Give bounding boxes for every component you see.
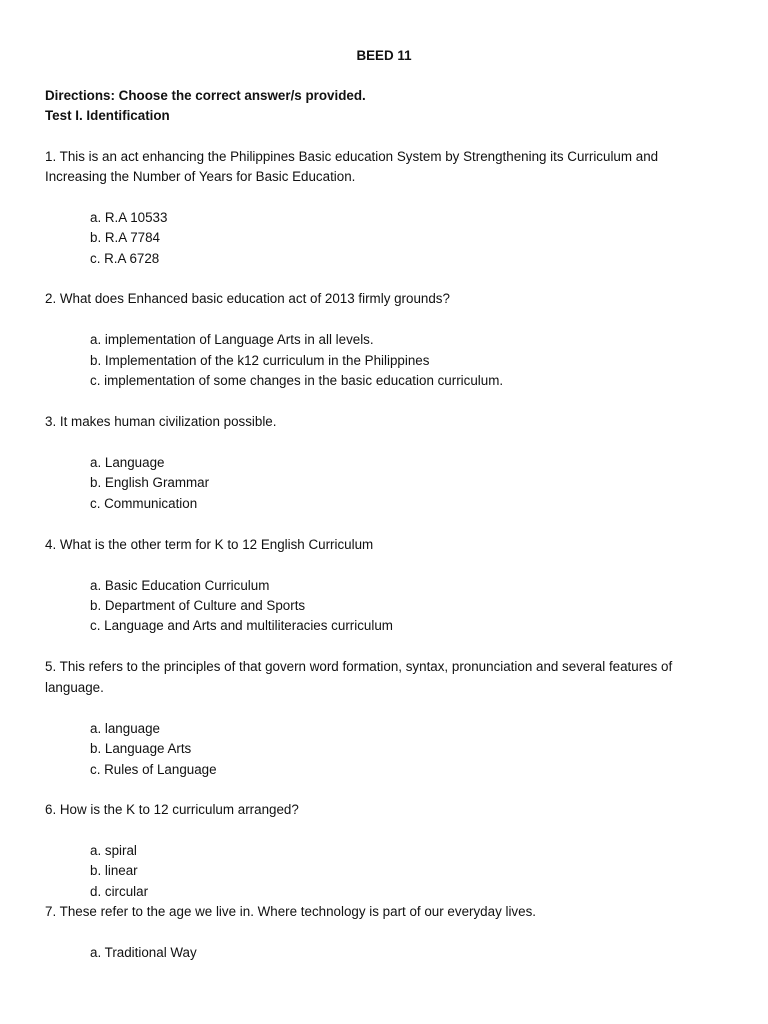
question-4-option-a: a. Basic Education Curriculum xyxy=(90,578,270,593)
question-2-line-1: 2. What does Enhanced basic education act of 2013 firmly grounds? xyxy=(45,291,450,306)
question-6-option-a: a. spiral xyxy=(90,843,137,858)
question-5-line-1: 5. This refers to the principles of that govern word formation, syntax, pronunciation and several features of xyxy=(45,659,673,674)
question-1-option-a: a. R.A 10533 xyxy=(90,210,168,225)
question-3-option-a: a. Language xyxy=(90,455,165,470)
question-2-option-b: b. Implementation of the k12 curriculum in the Philippines xyxy=(90,353,430,368)
question-5-line-2: language. xyxy=(45,680,104,695)
question-3-option-b: b. English Grammar xyxy=(90,475,210,490)
question-1-option-c: c. R.A 6728 xyxy=(90,251,160,266)
question-5-option-b: b. Language Arts xyxy=(90,741,192,756)
question-1-line-1: 1. This is an act enhancing the Philippines Basic education System by Strengthening its Curriculum and xyxy=(45,149,659,164)
question-2-option-c: c. implementation of some changes in the basic education curriculum. xyxy=(90,373,504,388)
question-6-option-b: b. linear xyxy=(90,863,138,878)
document-title: BEED 11 xyxy=(356,48,412,63)
question-1-line-2: Increasing the Number of Years for Basic Education. xyxy=(45,169,356,184)
question-3-line-1: 3. It makes human civilization possible. xyxy=(45,414,277,429)
question-5-option-c: c. Rules of Language xyxy=(90,762,217,777)
question-5-option-a: a. language xyxy=(90,721,160,736)
question-4-option-c: c. Language and Arts and multiliteracies curriculum xyxy=(90,618,393,633)
directions-text: Directions: Choose the correct answer/s provided. xyxy=(45,88,366,103)
question-3-option-c: c. Communication xyxy=(90,496,198,511)
question-4-option-b: b. Department of Culture and Sports xyxy=(90,598,306,613)
question-6-line-1: 6. How is the K to 12 curriculum arranged? xyxy=(45,802,299,817)
question-6-option-d: d. circular xyxy=(90,884,149,899)
test-heading: Test I. Identification xyxy=(45,108,170,123)
question-1-option-b: b. R.A 7784 xyxy=(90,230,160,245)
question-7-option-a: a. Traditional Way xyxy=(90,945,197,960)
question-4-line-1: 4. What is the other term for K to 12 English Curriculum xyxy=(45,537,374,552)
question-2-option-a: a. implementation of Language Arts in all levels. xyxy=(90,332,374,347)
question-7-line-1: 7. These refer to the age we live in. Where technology is part of our everyday lives. xyxy=(45,904,536,919)
